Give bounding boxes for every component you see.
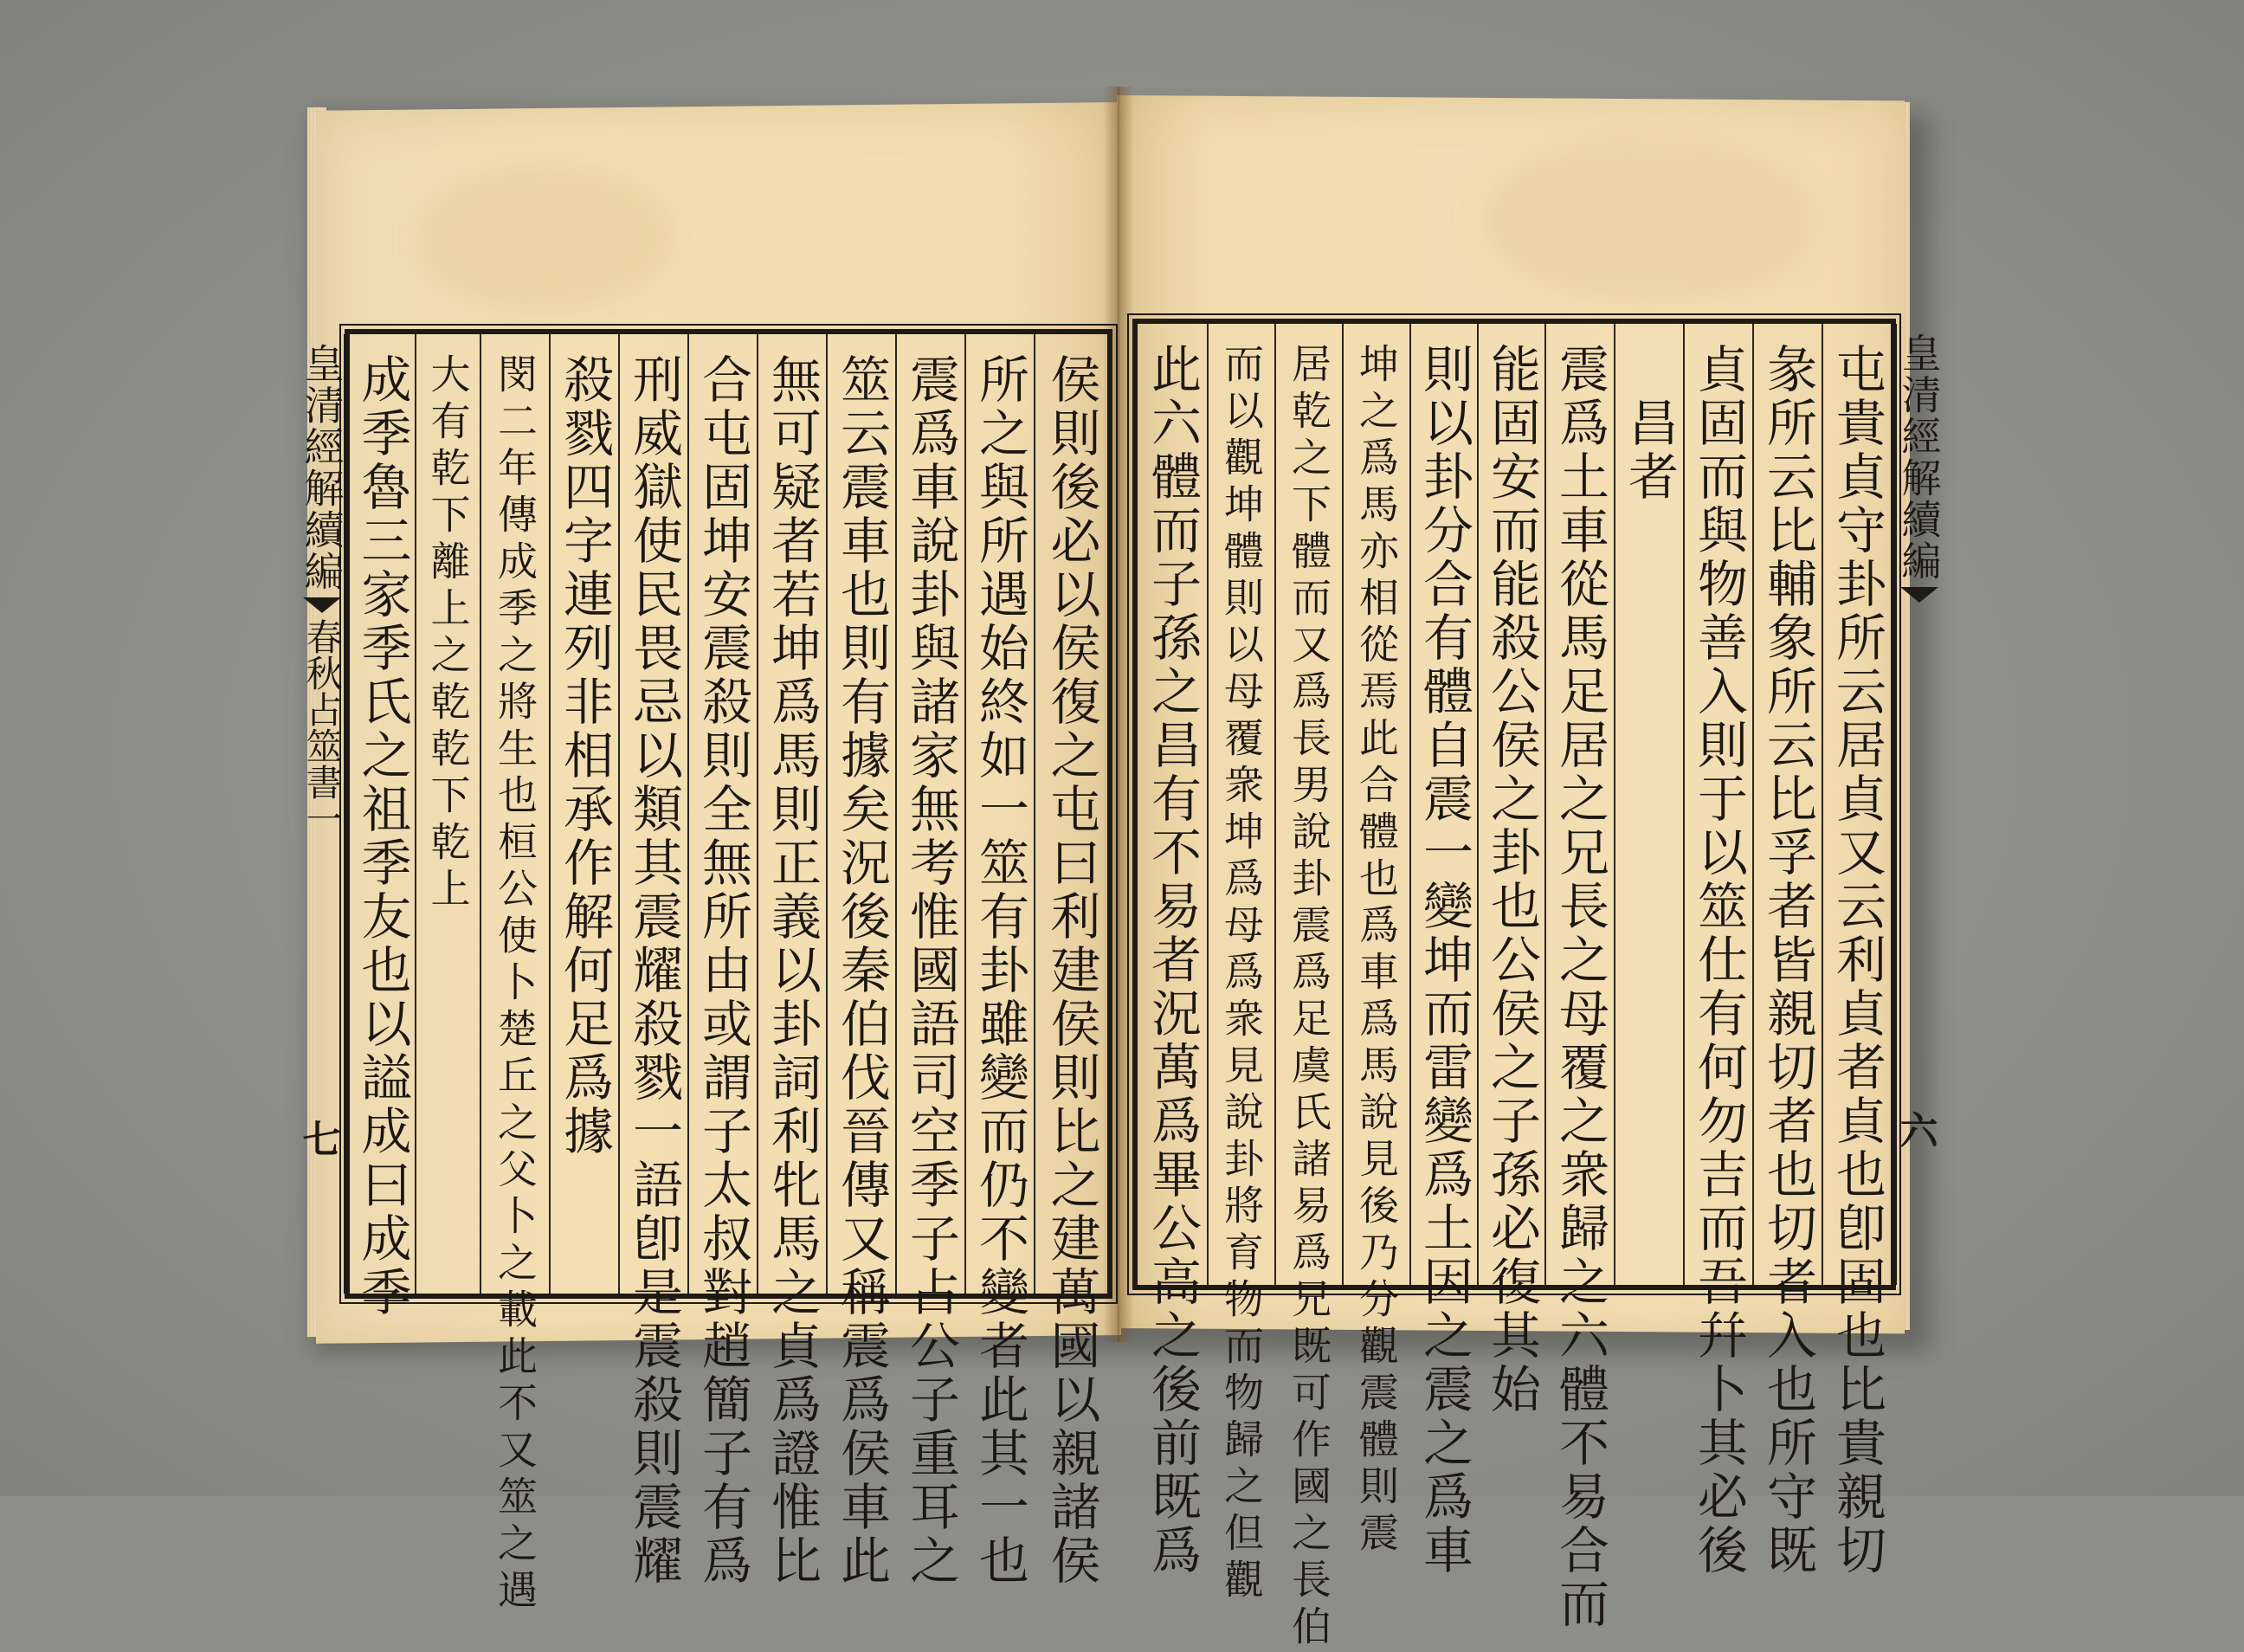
paper-stain [1480, 132, 1809, 308]
text-column [1614, 324, 1683, 1285]
text-column [1683, 324, 1752, 1578]
column-text: 屯貴貞守卦所云居貞又云利貞者貞也卽固也比貴親切 [1828, 343, 1886, 1578]
folio-number: 六 [1899, 1109, 1938, 1153]
fishtail-mark [1900, 587, 1938, 603]
right-banxin [1894, 324, 1941, 1285]
running-title: 皇清經解續編 [1895, 332, 1943, 582]
text-column [1342, 324, 1409, 1558]
right-text-frame [1132, 319, 1943, 1652]
text-column [480, 334, 549, 1616]
column-text: 居乾之下體而又爲長男說卦震爲足虞氏諸易爲兄既可作國之長伯 [1286, 343, 1332, 1652]
column-text: 侯則後必以侯復之屯曰利建侯則比之建萬國以親諸侯 [1041, 353, 1101, 1588]
column-text: 能固安而能殺公侯之卦也公侯之子孫必復其始 [1482, 343, 1541, 1416]
text-column [1138, 324, 1207, 1578]
column-text: 震爲土車從馬足居之兄長之母覆之衆歸之六體不易合而 [1551, 343, 1609, 1631]
text-column [1544, 324, 1614, 1631]
text-column [549, 334, 618, 1294]
chapter-title: 春秋占筮書一 [300, 618, 344, 836]
column-text: 大有乾下離上之乾乾下乾上 [424, 353, 472, 914]
paper-stain [420, 158, 680, 317]
text-column [1477, 324, 1544, 1416]
column-text: 彖所云比輔象所云比孚者皆親切者也切者入也所守既 [1758, 343, 1817, 1578]
column-text: 殺戮四字連列非相承作解何足爲據 [555, 353, 614, 1158]
running-title: 皇清經解續編 [298, 343, 345, 592]
column-text: 刑威獄使民畏忌以類其震耀殺戮一語卽是震殺則震耀 [624, 353, 683, 1588]
column-text: 則以卦分合有體自震一變坤而雷變爲土因之震之爲車 [1415, 343, 1473, 1578]
folio-number: 七 [302, 1118, 341, 1162]
right-text-columns [1138, 324, 1891, 1652]
text-column [1274, 324, 1342, 1652]
text-column [964, 334, 1034, 1588]
column-text: 所之與所遇始終如一筮有卦雖變而仍不變者此其一也 [970, 353, 1029, 1588]
column-text: 坤之爲馬亦相從焉此合體也爲車爲馬說見後乃分觀震體則震 [1353, 343, 1400, 1558]
text-column [687, 334, 757, 1588]
column-text: 昌者 [1620, 397, 1679, 504]
text-column [1207, 324, 1274, 1605]
left-text-frame [298, 329, 1112, 1616]
column-text: 震爲車說卦與諸家無考惟國語司空季子占公子重耳之 [901, 353, 960, 1588]
fishtail-mark [303, 597, 341, 613]
text-column [1409, 324, 1477, 1578]
column-text: 貞固而與物善入則于以筮仕有何勿吉而吾幷卜其必後 [1689, 343, 1748, 1578]
column-text: 成季魯三家季氏之祖季友也以謚成曰成季 [352, 353, 412, 1320]
column-text: 而以觀坤體則以母覆衆坤爲母爲衆見說卦將育物而物歸之但觀 [1218, 343, 1265, 1605]
text-column [1034, 334, 1107, 1588]
column-text: 此六體而子孫之昌有不易者況萬爲畢公高之後前既爲 [1143, 343, 1202, 1578]
text-column [350, 334, 415, 1320]
text-column [895, 334, 964, 1588]
column-text: 筮云震車也則有據矣況後秦伯伐晉傳又稱震爲侯車此 [832, 353, 891, 1588]
text-column [757, 334, 826, 1588]
left-text-columns [350, 334, 1107, 1616]
text-column [618, 334, 687, 1588]
column-text: 合屯固坤安震殺則全無所由或謂子太叔對趙簡子有爲 [693, 353, 752, 1588]
text-column [826, 334, 895, 1588]
column-text: 無可疑者若坤爲馬則正義以卦詞利牝馬之貞爲證惟比 [763, 353, 822, 1588]
column-text: 閔二年傳成季之將生也桓公使卜楚丘之父卜之載此不又筮之遇 [492, 353, 538, 1616]
text-column [1752, 324, 1822, 1578]
text-column [415, 334, 480, 1294]
left-banxin [300, 334, 346, 1294]
text-column [1822, 324, 1891, 1578]
